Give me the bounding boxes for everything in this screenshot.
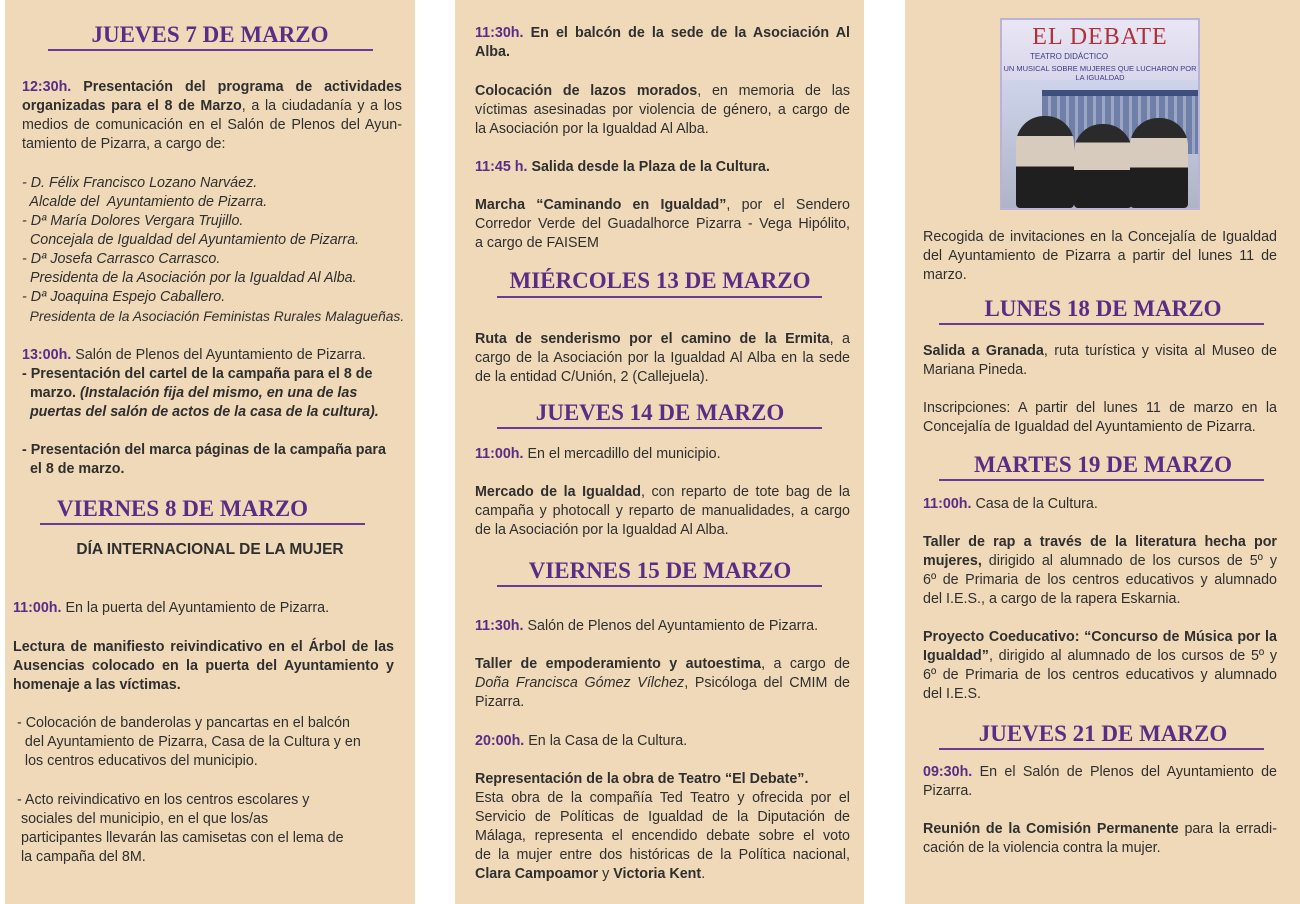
event-text: 20:00h. En la Casa de la Cultura. <box>475 733 688 749</box>
event-text: 6º de Primaria de los centros educativos y alumnado <box>923 667 1277 683</box>
guest-line: Presidenta de la Asociación por la Igualdad Al Alba. <box>22 270 357 286</box>
heading-jueves-21: JUEVES 21 DE MARZO <box>978 721 1228 746</box>
el-debate-poster-image <box>1000 18 1200 210</box>
event-text: Proyecto Coeducativo: “Concurso de Música por la <box>923 629 1277 645</box>
event-text: el 8 de marzo. <box>22 461 125 477</box>
event-text: 6º de Primaria de los centros educativos y alumnado <box>923 572 1277 588</box>
poster-subtitle: TEATRO DIDÁCTICO <box>1030 52 1109 61</box>
heading-rule <box>497 296 822 298</box>
event-text: Mercado de la Igualdad, con reparto de tote bag de la <box>475 484 850 500</box>
heading-rule <box>939 748 1264 750</box>
event-text: 09:30h. En el Salón de Plenos del Ayuntamiento de <box>923 764 1277 780</box>
guest-line: - D. Félix Francisco Lozano Narváez. <box>22 175 258 191</box>
event-text: Taller de rap a través de la literatura hecha por <box>923 534 1277 550</box>
heading-viernes-8: VIERNES 8 DE MARZO <box>56 496 309 521</box>
event-text: Doña Francisca Gómez Vílchez, Psicóloga del CMIM de <box>475 675 851 691</box>
panel-left <box>5 0 415 904</box>
event-text: Mariana Pineda. <box>923 362 1028 378</box>
panel-middle <box>455 0 864 904</box>
event-text: Pizarra. <box>475 694 525 710</box>
event-text: 11:00h. En la puerta del Ayuntamiento de Pizarra. <box>13 600 330 616</box>
panel-right <box>905 0 1300 904</box>
event-text: - Colocación de banderolas y pancartas en el balcón <box>13 715 350 731</box>
event-text: Esta obra de la compañía Ted Teatro y ofrecida por el <box>475 790 850 806</box>
heading-rule <box>497 427 822 429</box>
guest-line: Alcalde del Ayuntamiento de Pizarra. <box>22 194 268 210</box>
heading-miercoles-13: MIÉRCOLES 13 DE MARZO <box>509 268 811 293</box>
guest-line: Concejala de Igualdad del Ayuntamiento de Pizarra. <box>22 232 360 248</box>
heading-lunes-18: LUNES 18 DE MARZO <box>984 296 1222 321</box>
event-text: del I.E.S. <box>923 686 982 702</box>
event-text: víctimas asesinadas por violencia de género, a cargo de <box>475 102 850 118</box>
event-text: de la mujer entre dos históricas de la Política nacional, <box>475 847 850 863</box>
heading-jueves-7: JUEVES 7 DE MARZO <box>91 22 329 47</box>
event-text: 11:45 h. Salida desde la Plaza de la Cultura. <box>475 159 770 175</box>
event-text: participantes llevarán las camisetas con el lema de <box>13 830 344 846</box>
heading-rule <box>40 523 365 525</box>
event-text: del Ayuntamiento de Pizarra, Casa de la Cultura y en <box>13 734 361 750</box>
event-text: homenaje a las víctimas. <box>13 677 181 693</box>
event-text: de la entidad C/Unión, 2 (Callejuela). <box>475 369 709 385</box>
poster-portrait <box>1130 118 1188 208</box>
event-text: Ruta de senderismo por el camino de la Ermita, a <box>475 331 850 347</box>
event-text: marzo. <box>923 267 967 283</box>
event-text: 11:00h. Casa de la Cultura. <box>923 496 1098 512</box>
event-text: del I.E.S., a cargo de la rapera Eskarnia. <box>923 591 1181 607</box>
event-text: campaña y photocall y reparto de manualidades, a cargo <box>475 503 850 519</box>
event-text: Reunión de la Comisión Permanente para la erradi- <box>923 821 1277 837</box>
event-text: Clara Campoamor y Victoria Kent. <box>475 866 706 882</box>
event-text: puertas del salón de actos de la casa de la cultura). <box>22 404 379 420</box>
event-text: Representación de la obra de Teatro “El Debate”. <box>475 771 809 787</box>
event-text: del Ayuntamiento de Pizarra a partir del lunes 11 de <box>923 248 1277 264</box>
event-text: Igualdad”, dirigido al alumnado de los cursos de 5º y <box>923 648 1277 664</box>
heading-rule <box>497 585 822 587</box>
event-text: Salida a Granada, ruta turística y visita al Museo de <box>923 343 1277 359</box>
event-text: Inscripciones: A partir del lunes 11 de marzo en la <box>923 400 1277 416</box>
event-text: los centros educativos del municipio. <box>13 753 258 769</box>
event-text: Corredor Verde del Guadalhorce Pizarra - Vega Hipólito, <box>475 216 850 232</box>
event-text: - Acto reivindicativo en los centros escolares y <box>13 792 310 808</box>
heading-rule <box>939 479 1264 481</box>
guest-line: - Dª Josefa Carrasco Carrasco. <box>22 251 221 267</box>
event-text: sociales del municipio, en el que los/as <box>13 811 269 827</box>
event-text: 11:30h. En el balcón de la sede de la Asociación Al <box>475 25 850 41</box>
event-text: 13:00h. Salón de Plenos del Ayuntamiento de Pizarra. <box>22 347 366 363</box>
event-text: tamiento de Pizarra, a cargo de: <box>22 136 226 152</box>
event-text: Alba. <box>475 44 510 60</box>
guest-line: - Dª Joaquina Espejo Caballero. <box>22 289 226 305</box>
event-text: cación de la violencia contra la mujer. <box>923 840 1161 856</box>
heading-jueves-14: JUEVES 14 DE MARZO <box>535 400 785 425</box>
event-text: a cargo de FAISEM <box>475 235 599 251</box>
heading-viernes-15: VIERNES 15 DE MARZO <box>528 558 792 583</box>
event-text: Colocación de lazos morados, en memoria de las <box>475 83 850 99</box>
event-text: 11:00h. En el mercadillo del municipio. <box>475 446 721 462</box>
event-text: cargo de la Asociación por la Igualdad Al Alba en la sede <box>475 350 850 366</box>
event-text: organizadas para el 8 de Marzo, a la ciudadanía y a los <box>22 98 402 114</box>
event-text: 11:30h. Salón de Plenos del Ayuntamiento de Pizarra. <box>475 618 819 634</box>
event-text: - Presentación del cartel de la campaña para el 8 de <box>22 366 373 382</box>
event-text: marzo. (Instalación fija del mismo, en una de las <box>22 385 358 401</box>
event-text: mujeres, dirigido al alumnado de los cursos de 5º y <box>923 553 1277 569</box>
event-text: - Presentación del marca páginas de la campaña para <box>22 442 386 458</box>
event-text: Lectura de manifiesto reivindicativo en el Árbol de las <box>13 639 394 655</box>
guest-line: - Dª María Dolores Vergara Trujillo. <box>22 213 244 229</box>
event-text: Marcha “Caminando en Igualdad”, por el Sendero <box>475 197 850 213</box>
poster-portrait <box>1074 124 1132 208</box>
poster-portrait <box>1016 116 1074 208</box>
event-text: 12:30h. Presentación del programa de actividades <box>22 79 402 95</box>
event-text: Pizarra. <box>923 783 973 799</box>
heading-martes-19: MARTES 19 DE MARZO <box>974 452 1232 477</box>
subheading-dia-mujer: DÍA INTERNACIONAL DE LA MUJER <box>76 541 344 558</box>
event-text: Recogida de invitaciones en la Concejalía de Igualdad <box>923 229 1277 245</box>
event-text: la campaña del 8M. <box>13 849 146 865</box>
event-text: Concejalía de Igualdad del Ayuntamiento de Pizarra. <box>923 419 1256 435</box>
event-text: Servicio de Políticas de Igualdad de la Diputación de <box>475 809 850 825</box>
heading-rule <box>48 49 373 51</box>
poster-title: EL DEBATE <box>1032 24 1168 50</box>
event-text: Taller de empoderamiento y autoestima, a cargo de <box>475 656 850 672</box>
event-text: la Asociación por la Igualdad Al Alba. <box>475 121 709 137</box>
event-text: Ausencias colocado en la puerta del Ayuntamiento y <box>13 658 394 674</box>
event-text: Málaga, representa el encendido debate sobre el voto <box>475 828 850 844</box>
guest-line: Presidenta de la Asociación Feministas Rurales Malagueñas. <box>22 309 405 324</box>
event-text: medios de comunicación en el Salón de Plenos del Ayun- <box>22 117 402 133</box>
event-text: de la Asociación por la Igualdad Al Alba. <box>475 522 729 538</box>
heading-rule <box>939 323 1264 325</box>
poster-tagline: UN MUSICAL SOBRE MUJERES QUE LUCHARON POR LA IGUALDAD <box>1003 64 1197 82</box>
